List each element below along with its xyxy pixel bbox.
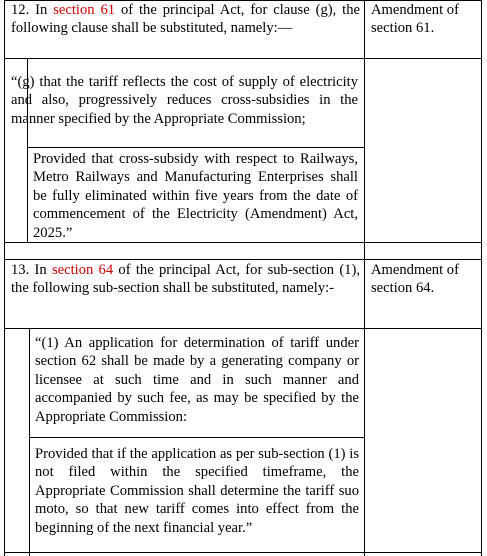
row-divider bbox=[27, 147, 365, 148]
column-divider bbox=[364, 0, 365, 556]
row-divider bbox=[4, 242, 482, 243]
row-divider bbox=[29, 437, 365, 438]
row-divider bbox=[4, 328, 482, 329]
clause-13-margin-note: Amendment of section 64. bbox=[371, 262, 459, 297]
clause-12-text bbox=[11, 1, 360, 38]
clause-13-body: of the principal Act, for sub-section (1), the following sub-section shall be substituted, namely:- bbox=[11, 262, 360, 297]
table-border-right bbox=[481, 0, 482, 556]
clause-12-prefix: 12. In bbox=[11, 2, 54, 18]
clause-13-proviso: Provided that if the application as per sub-section (1) is not filed within the specified timeframe, the Appropriate Commission shall determine the tariff suo moto, so that new tariff comes into effect from the beginning of the next financial year.” bbox=[35, 446, 359, 536]
section-64-link[interactable]: section 64 bbox=[51, 262, 114, 278]
indent-divider bbox=[29, 328, 30, 556]
clause-13-text bbox=[11, 261, 360, 298]
row-divider bbox=[4, 552, 482, 553]
section-61-link[interactable]: section 61 bbox=[53, 2, 116, 18]
clause-12-body: of the principal Act, for clause (g), the following clause shall be substituted, namely:— bbox=[11, 2, 360, 37]
clause-12-proviso: Provided that cross-subsidy with respect to Railways, Metro Railways and Manufacturing Enterprises shall be fully eliminated within five years from the date of commencement of the Electricity (Amendment) Act, 2025.” bbox=[33, 151, 358, 241]
clause-12-quote: “(g) that the tariff reflects the cost of supply of electricity and also, progressively reduces cross-subsidies in the manner specified by the Appropriate Commission; bbox=[11, 74, 358, 127]
table-border-left bbox=[4, 0, 5, 556]
row-divider bbox=[4, 259, 482, 260]
clause-13-quote: “(1) An application for determination of tariff under section 62 shall be made by a generating company or licensee at such time and in such manner and accompanied by such fee, as may be specified by the Appropriate Commission: bbox=[35, 335, 359, 425]
clause-13-prefix: 13. In bbox=[11, 262, 52, 278]
row-divider bbox=[4, 58, 482, 59]
clause-12-margin-note: Amendment of section 61. bbox=[371, 2, 459, 37]
